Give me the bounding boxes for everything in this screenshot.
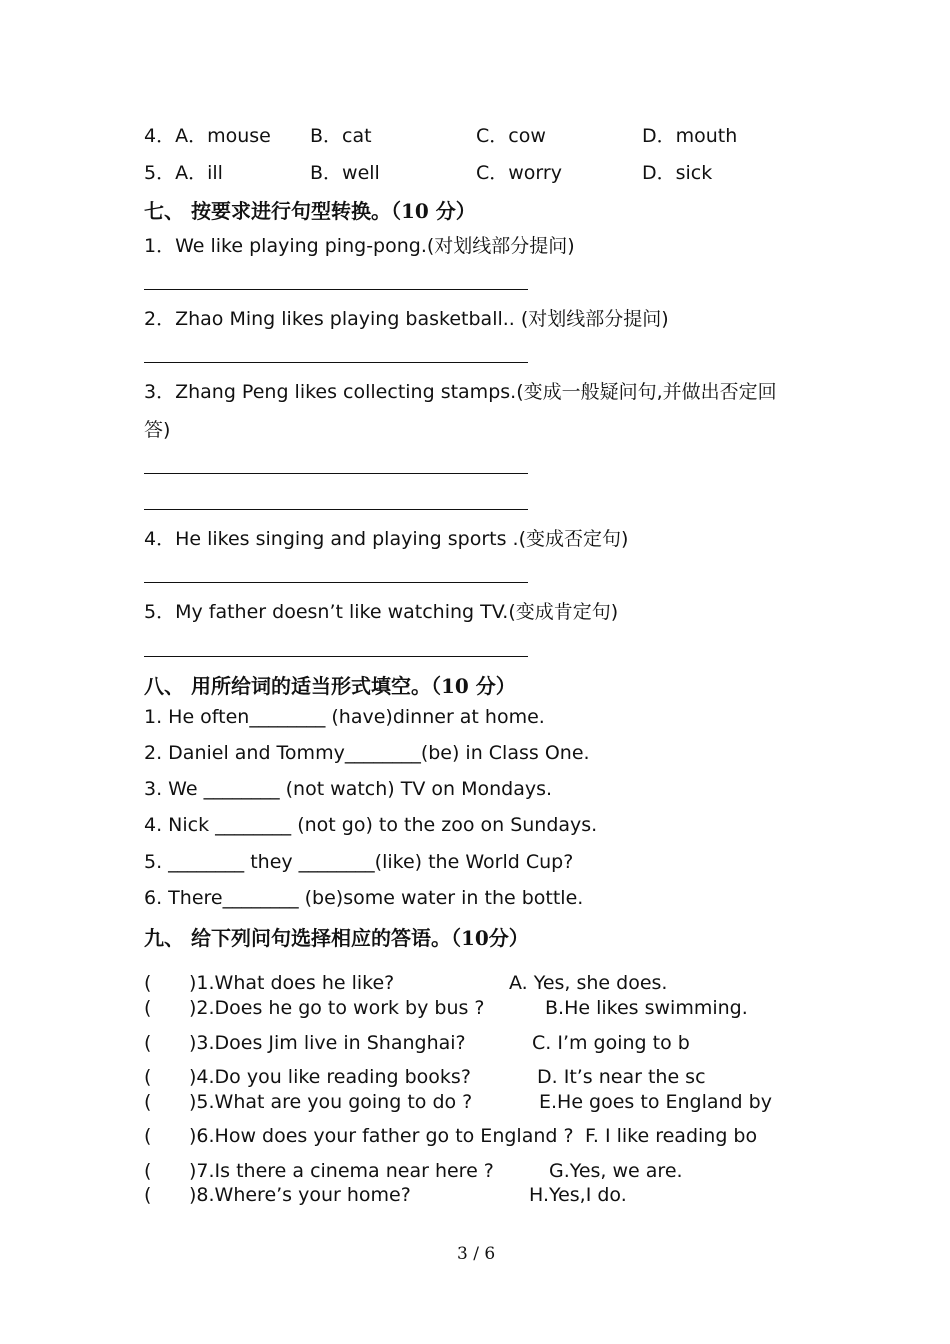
choice-a: 5．A．ill — [144, 162, 223, 184]
fill-blank-item: 5. ________ they ________(like) the World Cup? — [144, 851, 574, 873]
answer-line[interactable] — [144, 473, 528, 474]
answer-line[interactable] — [144, 509, 528, 510]
choice-c: C．worry — [476, 162, 562, 184]
match-question: )4.Do you like reading books? — [189, 1066, 471, 1088]
match-answer: H.Yes,I do. — [529, 1184, 627, 1206]
question-3: 3．Zhang Peng likes collecting stamps.(变成一般疑问句,并做出否定回 — [144, 381, 777, 403]
match-answer: E.He goes to England by — [539, 1091, 772, 1113]
question-1: 1．We like playing ping-pong.(对划线部分提问) — [144, 235, 575, 257]
choice-d: D．mouth — [642, 125, 738, 147]
fill-blank-item: 2. Daniel and Tommy________(be) in Class One. — [144, 742, 590, 764]
fill-blank-item: 1. He often________ (have)dinner at home. — [144, 706, 545, 728]
question-2: 2．Zhao Ming likes playing basketball.. (对划线部分提问) — [144, 308, 669, 330]
fill-blank-item: 4. Nick ________ (not go) to the zoo on Sundays. — [144, 814, 598, 836]
answer-paren[interactable]: ( — [144, 1091, 152, 1113]
match-answer: D. It’s near the sc — [537, 1066, 706, 1088]
question-3-continued: 答) — [144, 419, 171, 441]
section-8-title: 八、 用所给词的适当形式填空。（10 分） — [144, 674, 516, 698]
fill-blank-item: 6. There________ (be)some water in the bottle. — [144, 887, 584, 909]
question-5: 5．My father doesn’t like watching TV.(变成肯定句) — [144, 601, 619, 623]
match-answer: G.Yes, we are. — [549, 1160, 683, 1182]
match-answer: C. I’m going to b — [532, 1032, 690, 1054]
choice-a: 4．A．mouse — [144, 125, 271, 147]
section-9-title: 九、 给下列问句选择相应的答语。（10分） — [144, 926, 529, 950]
choice-c: C．cow — [476, 125, 546, 147]
answer-line[interactable] — [144, 582, 528, 583]
match-question: )2.Does he go to work by bus ? — [189, 997, 485, 1019]
fill-blank-item: 3. We ________ (not watch) TV on Mondays. — [144, 778, 553, 800]
match-answer: A. Yes, she does. — [509, 972, 668, 994]
answer-line[interactable] — [144, 362, 528, 363]
page-number: 3 / 6 — [457, 1244, 496, 1264]
match-question: )3.Does Jim live in Shanghai? — [189, 1032, 466, 1054]
choice-d: D．sick — [642, 162, 713, 184]
match-question: )8.Where’s your home? — [189, 1184, 411, 1206]
answer-line[interactable] — [144, 656, 528, 657]
match-question: )7.Is there a cinema near here ? — [189, 1160, 494, 1182]
answer-paren[interactable]: ( — [144, 1032, 152, 1054]
answer-paren[interactable]: ( — [144, 972, 152, 994]
match-answer: B.He likes swimming. — [545, 997, 748, 1019]
match-question: )5.What are you going to do ? — [189, 1091, 473, 1113]
answer-paren[interactable]: ( — [144, 1066, 152, 1088]
match-question: )1.What does he like? — [189, 972, 395, 994]
answer-paren[interactable]: ( — [144, 1160, 152, 1182]
question-4: 4．He likes singing and playing sports .(变成否定句) — [144, 528, 629, 550]
section-7-title: 七、 按要求进行句型转换。（10 分） — [144, 199, 476, 223]
answer-paren[interactable]: ( — [144, 1184, 152, 1206]
match-answer: F. I like reading bo — [585, 1125, 758, 1147]
choice-b: B．cat — [310, 125, 372, 147]
answer-paren[interactable]: ( — [144, 997, 152, 1019]
answer-paren[interactable]: ( — [144, 1125, 152, 1147]
answer-line[interactable] — [144, 289, 528, 290]
match-question: )6.How does your father go to England ? — [189, 1125, 574, 1147]
choice-b: B．well — [310, 162, 380, 184]
